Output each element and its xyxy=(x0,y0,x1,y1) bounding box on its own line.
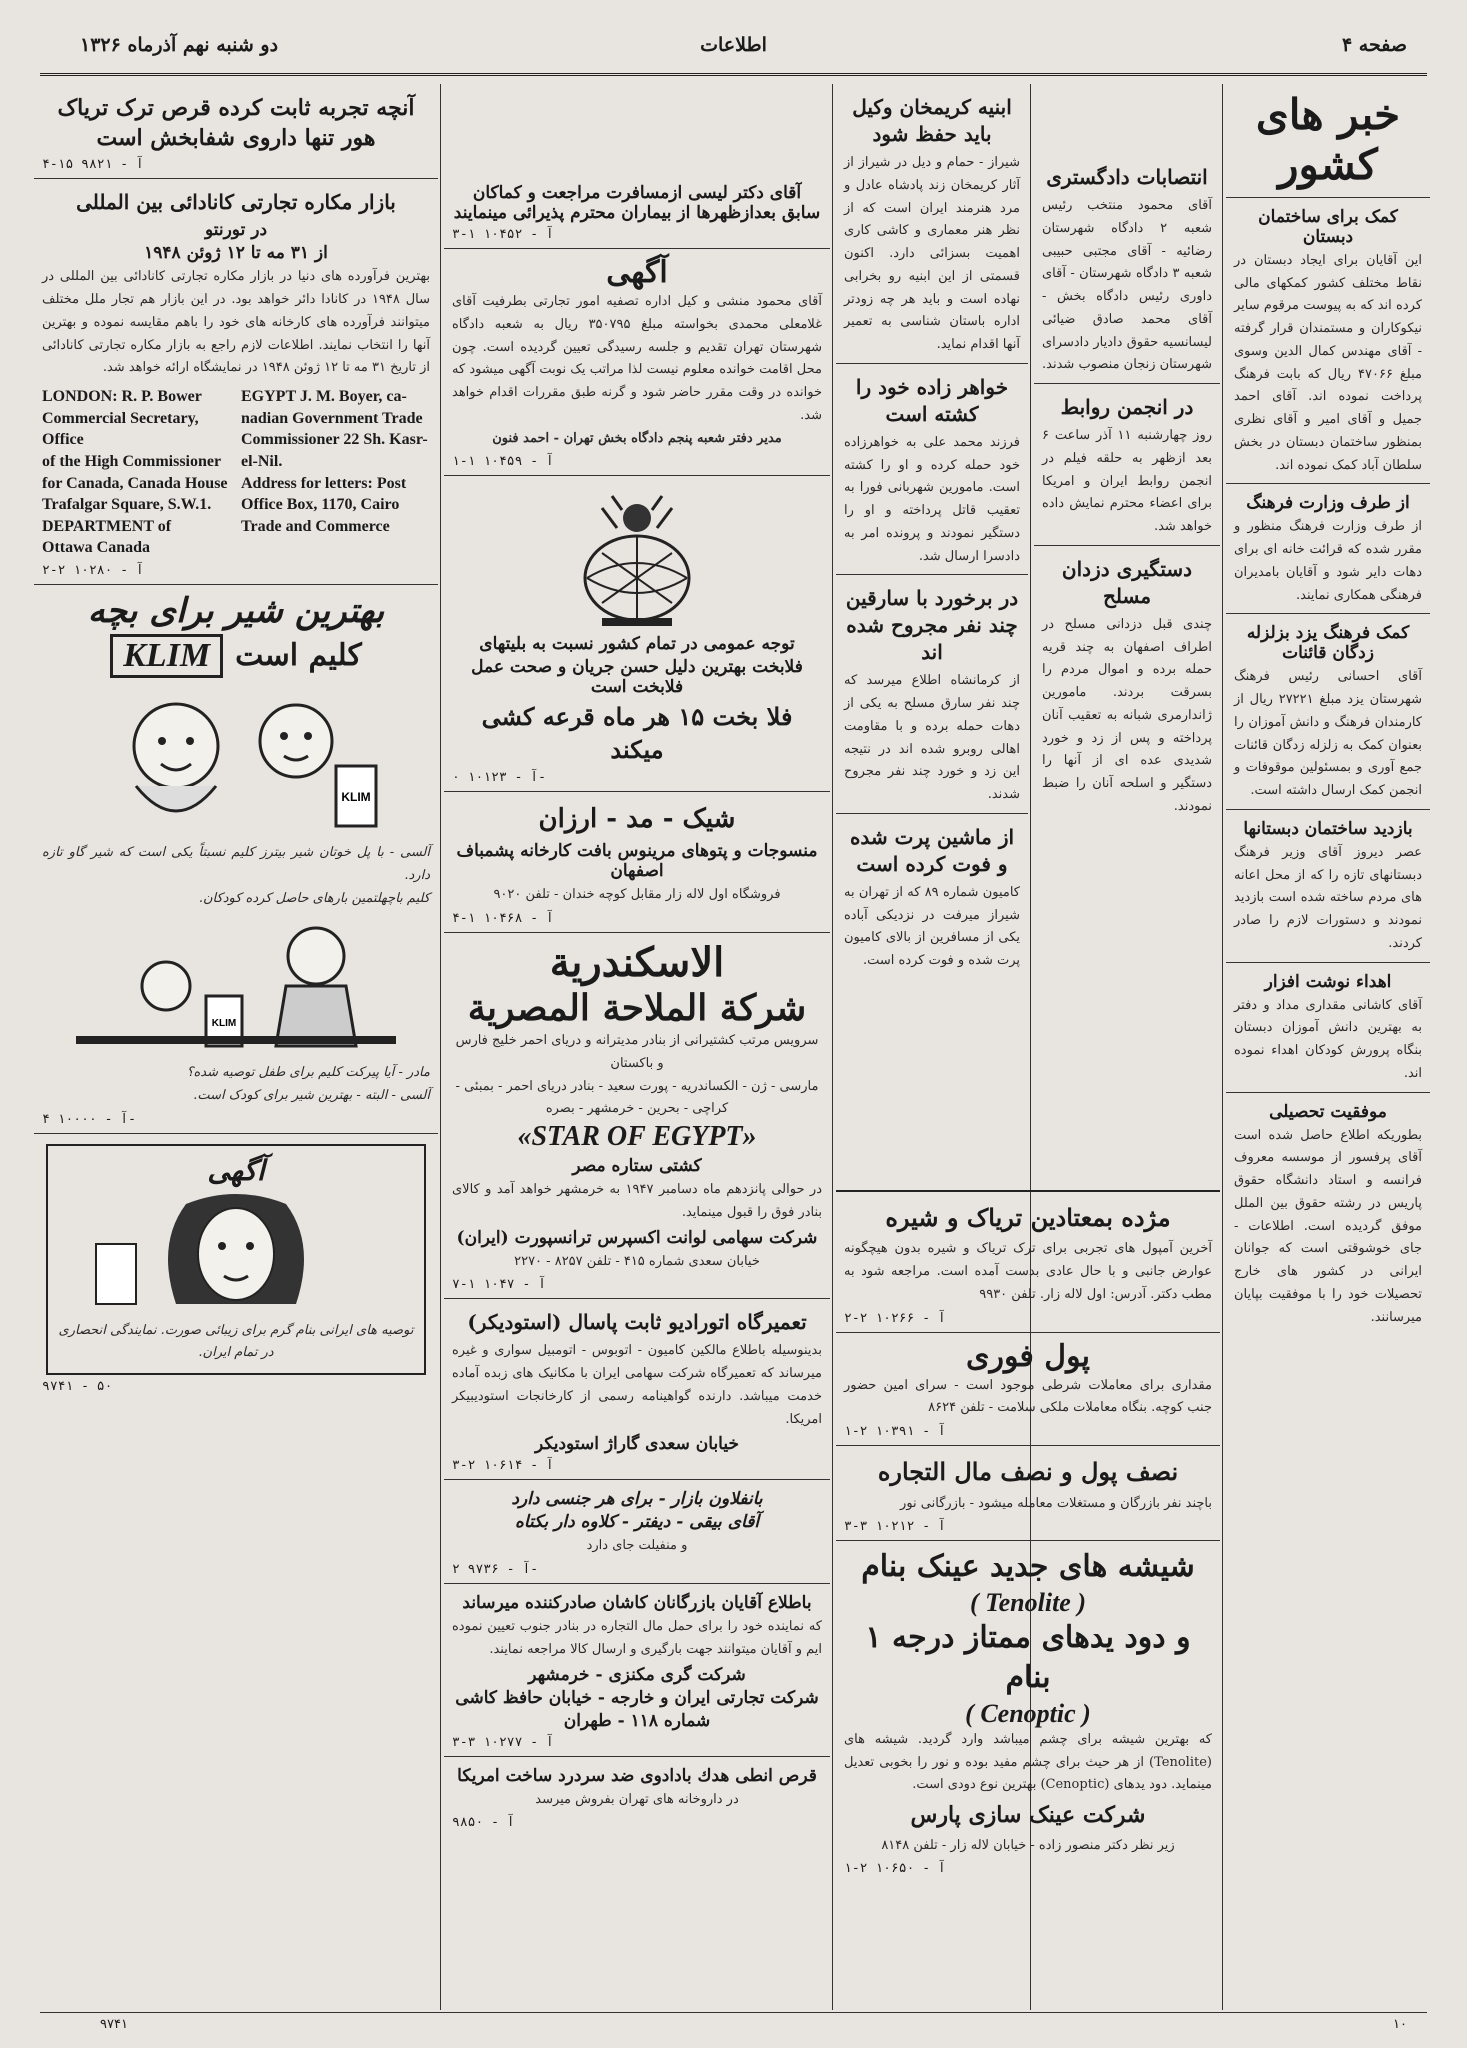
news-title: کمک برای ساختمان دبستان xyxy=(1258,206,1398,247)
column-rule xyxy=(1222,84,1223,2010)
notice-title: آگهی xyxy=(606,255,668,290)
address-line: Address for letters: Post xyxy=(241,474,407,492)
ad-code: آ - ۱۰۲۷۷ ۳-۳ xyxy=(452,1734,554,1750)
ad-sign: شرکت گری مکنزی - خرمشهر xyxy=(528,1664,746,1685)
news-item xyxy=(1034,154,1220,384)
ad-title: و دود یدهای ممتاز درجه ۱ بنام xyxy=(865,1619,1191,1696)
textile-ad xyxy=(444,792,830,933)
ad-sign: شماره ۱۱۸ - طهران xyxy=(563,1710,711,1731)
beauty-title: آگهی xyxy=(207,1153,265,1187)
beauty-ad xyxy=(34,1134,438,1400)
ad-title: تعمیرگاه اتوراديو ثابت پاسال (استودیکر) xyxy=(467,1310,807,1335)
news-item xyxy=(836,814,1028,979)
lottery-headline: فلا بخت ۱۵ هر ماه قرعه کشی میکند xyxy=(481,702,793,764)
mother-child-illustration-icon xyxy=(56,916,416,1056)
news-item xyxy=(1226,963,1430,1093)
ad-title: نصف پول و نصف مال التجاره xyxy=(877,1457,1179,1487)
ad-title: پول فوری xyxy=(966,1338,1090,1374)
news-item xyxy=(836,575,1028,814)
klim-dialog: آلسی - البته - بهترین شیر برای کودک است. xyxy=(193,1088,430,1104)
news-text: شیراز - حمام و دیل در شیراز از آثار کریمخان زند پادشاه عادل و مرد هنرمند ایران است که از نظر هنر معماری و کاشی کاری اهمیت بسزائی دارد. اکنون قسمتی از این ابنیه رو بخرابی نهاده است و باید هر چه زودتر اداره باستان شناسی به تعمیر آنها اقدام نماید. xyxy=(844,155,1020,352)
news-title: ابنیه کریمخان وکیل باید حفظ شود xyxy=(852,95,1012,146)
brand-tenolite: ( Tenolite ) xyxy=(969,1587,1087,1617)
column-3 xyxy=(836,84,1028,1184)
ad-code: آ - ۱۰۳۹۱ ۲-۱ xyxy=(844,1424,946,1440)
ad-code: آ - ۱۰۲۸۰ ۲-۲ xyxy=(42,562,144,578)
court-notice xyxy=(444,249,830,476)
footer-left: ۹۷۴۱ xyxy=(100,2017,128,2032)
ad-title: قرص انطی هدك بادادوی ضد سردرد ساخت امریکا xyxy=(457,1765,817,1786)
klim-headline: بهترین شیر برای بچه xyxy=(87,590,385,631)
news-text: آقای احسانی رئیس فرهنگ شهرستان یزد مبلغ ۲۷۲۲۱ ریال از کارمندان فرهنگ و دانش آموزان را بعنوان کمک به زلزله زدگان قائنات جمع آوری و بمسئولین موقوفات و انجمن کمک ارسال داشته است. xyxy=(1234,669,1422,799)
fair-title: بازار مکاره تجارتی کانادائی بین المللی xyxy=(76,190,396,215)
ad-sign: شرکت تجارتی ایران و خارجه - خیابان حافظ کاشی xyxy=(455,1687,819,1708)
page-header xyxy=(40,28,1427,76)
ad-text: و منفیلت جای دارد xyxy=(586,1538,688,1554)
egypt-address xyxy=(241,386,430,559)
notice-code: آ - ۱۰۴۵۹ ۱-۱ xyxy=(452,454,554,470)
agent-name: شرکت سهامی لوانت اکسپرس ترانسپورت (ایران) xyxy=(456,1227,818,1248)
news-title: انتصابات دادگستری xyxy=(1046,165,1208,189)
ad-text: که بهترین شیشه برای چشم میباشد وارد گردید. شیشه های (Tenolite) از هر حیث برای چشم مفید بوده و نور را بخوبی تعدیل مینماید. دود یدهای (Cenoptic) بهترین نوع دودی است. xyxy=(844,1731,1212,1793)
news-item xyxy=(1034,546,1220,825)
news-text: آقای محمود منتخب رئیس شعبه ۲ دادگاه شهرستان رضائیه - آقای مجتبی حبیبی شعبه ۳ دادگاه شهرستان - آقای داوری رئیس دادگاه بخش - آقای محمد صادق ضیائی لیسانسیه حقوق دادیار دادسرای شهرستان زنجان منصوب شدند. xyxy=(1042,198,1212,373)
ad-code: آ - ۱۰۴۵۲ ۱-۳ xyxy=(452,227,554,242)
news-text: بطوریکه اطلاع حاصل شده است آقای پرفسور از موسسه معروف فرانسه و استاد دانشگاه حقوق پاریس در رشته حقوق بین الملل موفق گردیده است. اطلاعات - جای خوشوقتی است که جوانان ایرانی در کشور های خارج تحصیلات خود را با موفقیت بپایان میرسانند. xyxy=(1234,1127,1422,1325)
klim-logo: KLIM xyxy=(110,634,223,678)
lower-ads-col23 xyxy=(836,1190,1220,2010)
address-line: DEPARTMENT of xyxy=(42,517,172,535)
doctor-ad xyxy=(444,174,830,249)
news-text: آقای کاشانی مقداری مداد و دفتر به بهترین دانش آموزان دبستان بنگاه پرورش کودکان اهداء نموده اند. xyxy=(1234,997,1422,1081)
ad-subtitle: منسوجات و پتوهای مرینوس بافت کارخانه پشمباف اصفهان xyxy=(456,841,818,882)
address-line: nadian Government Trade xyxy=(241,409,423,427)
news-title: دستگیری دزدان مسلح xyxy=(1061,556,1193,608)
news-item xyxy=(1226,484,1430,614)
news-text: از طرف وزارت فرهنگ منظور و مقرر شده که قرائت خانه ای برای دهات دایر شود و آقایان بامدیران فرهنگی همکاری نمایند. xyxy=(1234,519,1422,603)
glasses-ad xyxy=(836,1541,1220,1882)
pill-ad xyxy=(444,1757,830,1837)
address-line: of the High Commissioner xyxy=(42,452,222,470)
fair-text: بهترین فرآورده های دنیا در بازار مکاره تجارتی کانادائی بین المللی در سال ۱۹۴۸ در کانادا دائر خواهد بود. در این بازار هم تجار ملل مختلف میتوانند فرآورده های کارخانه های خود را باهم مقایسه نموده و بهترین آنها را انتخاب نمایند. اطلاعات لازم راجع به بازار مکاره تجارتی کانادائی از تاریخ ۳۱ مه تا ۱۲ ژوئن ۱۹۴۸ در نمایشگاه ارائه خواهد شد. xyxy=(42,269,430,376)
ad-title: مژده بمعتادین تریاک و شیره xyxy=(885,1203,1171,1232)
ad-title: باطلاع آقایان بازرگانان کاشان صادرکننده میرساند xyxy=(462,1593,812,1614)
london-address xyxy=(42,386,231,559)
lottery-ad xyxy=(444,476,830,792)
money-ad xyxy=(836,1333,1220,1447)
news-title: بازدید ساختمان دبستانها xyxy=(1243,818,1413,839)
paper-name: اطلاعات xyxy=(700,34,767,56)
news-item xyxy=(1226,810,1430,963)
ad-code: آ - ۱۰۶۱۴ ۲-۳ xyxy=(452,1458,554,1474)
ad-text: آخرین آمپول های تجربی برای ترک تریاک و شیره بدون هیچگونه عوارض جانبی و با حال عادی بدست آمده است. مراجعه شود به مطب دکتر. آدرس: اول لاله زار. تلفن ۹۹۳۰ xyxy=(844,1241,1212,1302)
address-line: Trafalgar Square, S.W.1. xyxy=(42,496,212,514)
ad-text: سرویس مرتب کشتیرانی از بنادر مدیترانه و دریای احمر خلیج فارس و باکستان xyxy=(455,1033,819,1071)
ad-subtitle: آقای بیقی - دیفتر - کلاوه دار بکتاه xyxy=(514,1512,760,1533)
ad-text: که نماینده خود را برای حمل مال التجاره در بنادر جنوب تعیین نموده ایم و آقایان میتوانند جهت بارگیری و ارسال کالا مراجعه نمایند. xyxy=(452,1619,822,1657)
ship-name-fa: کشتی ستاره مصر xyxy=(572,1156,702,1177)
notice-text: آقای محمود منشی و کیل اداره تصفیه امور تجارتی بطرفیت آقای غلامعلی محمدی بخواسته مبلغ ۳۵۰۷۹۵ ریال به شعبه دادگاه شهرستان تهران تقدیم و جلسه رسیدگی تعیین گردیده است. چون محل اقامت خوانده معلوم نیست لذا مراتب یک نوبت آگهی میشود که خوانده در وقت مقرر حاضر شود و گرنه طبق مقررات اقدام خواهد شد. xyxy=(452,294,822,423)
ad-code: آ - ۱۰۴۶۸ ۱-۴ xyxy=(452,910,554,926)
news-text: فرزند محمد علی به خواهرزاده خود حمله کرده و او را کشته است. مامورین شهربانی فورا به تعقیب قاتل پرداخته و او را دستگیر نمودند و پرونده امر به دادسرا ارسال شد. xyxy=(844,434,1020,564)
address-line: Office Box, 1170, Cairo xyxy=(241,496,400,514)
column-rule xyxy=(832,84,833,2010)
news-item xyxy=(1226,198,1430,485)
news-item xyxy=(1034,384,1220,546)
beauty-frame xyxy=(46,1144,426,1375)
ad-code: آ - ۹۷۳۶ ۲- xyxy=(452,1562,539,1578)
ad-code: ۹۷۴۱ - ۵۰ xyxy=(42,1379,113,1395)
ad-title: آقای دکتر لیسی ازمسافرت مراجعت و کماکان سابق بعدازظهرها از بیماران محترم پذیرائی مینمایند xyxy=(453,183,821,223)
lottery-line: فلابخت بهترین دلیل حسن جریان و صحت عمل فلابخت است xyxy=(471,657,803,698)
ad-text: در داروخانه های تهران بفروش میرسد xyxy=(535,1791,739,1807)
page-number: صفحه ۴ xyxy=(1341,34,1407,56)
klim-dialog: آلسی - با پل خوتان شیر بیترز کلیم نسبتاً یکی است که شیر گاو تازه دارد. xyxy=(42,845,430,883)
fair-addresses xyxy=(42,386,430,559)
address-line: for Canada, Canada House xyxy=(42,474,228,492)
news-text: این آقایان برای ایجاد دبستان در نقاط مختلف کشور کمکهای مالی کرده اند که به پیوست مرقوم سایر نیکوکاران و مستمندان قرار گرفته - آقای مهندس کمال الدین وسوی مبلغ ۴۷۰۶۶ ریال که بابت فرهنگ پرداخت نموده اند. آقای احمد جمیل و آقای امیر و آقای نظری بمنظور ساختمان دبستان در بخش سلطان آباد کمک نموده اند. xyxy=(1234,252,1422,473)
news-text: از کرمانشاه اطلاع میرسد که چند نفر سارق مسلح به یکی از دهات حمله برده و با مقاومت اهالی روبرو شده اند در نتیجه این زد و خورد چند نفر مجروح شدند. xyxy=(844,673,1020,802)
news-title: کمک فرهنگ یزد بزلزله زدگان قائنات xyxy=(1246,623,1410,664)
ad-text: در حوالی پانزدهم ماه دسامبر ۱۹۴۷ به خرمشهر خواهد آمد و کالای بنادر فوق را قبول مینماید. xyxy=(452,1182,822,1220)
svg-text:KLIM: KLIM xyxy=(211,1018,237,1030)
agent-address: خیابان سعدی شماره ۴۱۵ - تلفن ۸۲۵۷ - ۲۲۷۰ xyxy=(514,1253,760,1269)
news-text: روز چهارشنبه ۱۱ آذر ساعت ۶ بعد ازظهر به حلقه فیلم در انجمن روابط ایران و امریکا برای اعضاء محترم نمایش داده خواهد شد. xyxy=(1042,428,1212,534)
news-title: اهداء نوشت افزار xyxy=(1264,971,1392,992)
news-text: عصر دیروز آقای وزیر فرهنگ دبستانهای تازه را که از محل اعانه های مردم ساخته شده است بازدید نمودند و دستورات لازم را صادر کردند. xyxy=(1234,844,1422,951)
ad-title: شیشه های جدید عینک بنام xyxy=(861,1549,1195,1585)
ad-code: آ - ۱۰۶۵۰ ۲-۱ xyxy=(844,1861,946,1877)
ad-code: آ - ۱۰۲۱۲ ۳-۳ xyxy=(844,1519,946,1535)
bazar-ad xyxy=(444,1480,830,1584)
half-goods-ad xyxy=(836,1446,1220,1541)
addiction-ad xyxy=(836,1192,1220,1333)
baby-illustration-icon xyxy=(56,686,416,836)
brand-cenoptic: ( Cenoptic ) xyxy=(965,1698,1091,1728)
news-title: از طرف وزارت فرهنگ xyxy=(1246,493,1410,514)
woman-portrait-icon xyxy=(66,1194,406,1314)
section-header xyxy=(1226,84,1430,198)
column-5 xyxy=(34,84,438,2010)
ad-text: فروشگاه اول لاله زار مقابل کوچه خندان - تلفن ۹۰۲۰ xyxy=(493,887,781,903)
ad-text: بدینوسیله باطلاع مالکین کامیون - اتوبوس - اتومبیل سواری و غیره میرساند که تعمیرگاه شرکت سهامی ایران با مکانیک های زبده آماده خدمت میباشد. دارنده گواهینامه رسمی از کارخانجات استودیبیکر امریکا. xyxy=(452,1343,822,1427)
ad-code: آ - ۱۰۴۷ ۱-۷ xyxy=(452,1277,546,1293)
ad-title: شیک - مد - ارزان xyxy=(538,804,736,835)
news-title: در انجمن روابط xyxy=(1060,395,1194,419)
klim-ad xyxy=(34,585,438,1134)
news-title: خواهر زاده خود را کشته است xyxy=(855,374,1009,426)
news-item xyxy=(836,364,1028,576)
banner-title: آنچه تجربه ثابت کرده قرص ترک تریاک هور تنها داروی شفابخش است xyxy=(57,95,415,151)
column-2 xyxy=(1034,84,1220,1184)
ad-code: آ - ۹۸۵۰ xyxy=(452,1815,515,1831)
klim-dialog: مادر - آیا پیرکت کلیم برای طفل توصیه شده؟ xyxy=(186,1065,430,1081)
column-4 xyxy=(444,84,830,2010)
news-item xyxy=(1226,614,1430,810)
news-title: در برخورد با سارقین چند نفر مجروح شده اند xyxy=(845,586,1019,665)
ad-code: آ - ۱۰۲۶۶ ۲-۲ xyxy=(844,1310,946,1326)
address-line: Ottawa Canada xyxy=(42,539,151,557)
news-item xyxy=(1226,1093,1430,1336)
shop-address: زیر نظر دکتر منصور زاده - خیابان لاله زار - تلفن ۸۱۴۸ xyxy=(881,1837,1175,1853)
opium-banner xyxy=(34,84,438,179)
klim-logo-fa: کلیم است xyxy=(235,637,362,673)
news-text: چندی قبل دزدانی مسلح در اطراف اصفهان به چند قریه حمله برده و اموال مردم را بسرقت بردند. مامورین ژاندارمری شبانه به تعقیب آنان پرداخته و پس از زد و خورد شدیدی عده ای از آنها را دستگیر و اسلحه آنان را ضبط نمودند. xyxy=(1042,616,1212,814)
notice-sign: مدیر دفتر شعبه پنجم دادگاه بخش تهران - احمد فنون xyxy=(492,430,782,446)
ad-title: بانفلاون بازار - برای هر جنسی دارد xyxy=(511,1489,763,1510)
ad-address: خیابان سعدی گاراژ استودیکر xyxy=(534,1434,739,1455)
news-title: موفقیت تحصیلی xyxy=(1269,1101,1387,1122)
column-1 xyxy=(1226,84,1430,2010)
ad-text: مارسی - ژن - الکساندریه - پورت سعید - بنادر دریای احمر - بمبئی - کراچی - بحرین - خرمشهر - بصره xyxy=(455,1078,819,1117)
lottery-line: توجه عمومی در تمام کشور نسبت به بلیتهای xyxy=(479,634,795,655)
news-item xyxy=(836,84,1028,364)
arabic-title: الاسكندرية xyxy=(549,938,725,986)
ad-code: آ - ۱۰۰۰۰ ۴- xyxy=(42,1111,136,1127)
klim-dialog: کلیم باچهلتمین بارهای حاصل کرده کودکان. xyxy=(198,890,430,906)
shop-name: شرکت عینک سازی پارس xyxy=(910,1802,1146,1829)
ship-name: «STAR OF EGYPT» xyxy=(517,1121,757,1153)
page-footer xyxy=(40,2012,1427,2036)
ad-code: آ - ۱۰۱۲۳ ۰- xyxy=(452,770,546,786)
issue-date: دو شنبه نهم آذرماه ۱۳۲۶ xyxy=(80,34,279,56)
address-line: Commercial Secretary, Office xyxy=(42,409,199,449)
shipping-ad xyxy=(444,933,830,1299)
ad-code: آ - ۹۸۲۱ ۱۵-۴ xyxy=(42,157,144,173)
news-title: از ماشین پرت شده و فوت کرده است xyxy=(849,824,1015,876)
section-title: خبر های کشور xyxy=(1255,90,1401,190)
repair-ad xyxy=(444,1299,830,1480)
ad-text: مقداری برای معاملات شرطی موجود است - سرای امین حضور جنب کوچه. بنگاه معاملات ملکی سلامت - تلفن ۸۶۲۴ xyxy=(844,1377,1212,1416)
fair-city: در تورنتو xyxy=(204,220,268,241)
canada-fair-ad xyxy=(34,179,438,585)
address-line: EGYPT J. M. Boyer, ca- xyxy=(241,388,407,406)
beauty-text: توصیه های ایرانی بنام گرم برای زیبائی صورت. نمایندگی انحصاری در تمام ایران. xyxy=(58,1322,414,1361)
fair-dates: از ۳۱ مه تا ۱۲ ژوئن ۱۹۴۸ xyxy=(144,243,328,264)
arabic-title: شركة الملاحة المصرية xyxy=(467,986,807,1029)
ad-text: باچند نفر بازرگان و مستغلات معامله میشود - بازرگانی نور xyxy=(900,1495,1212,1511)
svg-text:KLIM: KLIM xyxy=(341,790,371,805)
kashan-ad xyxy=(444,1584,830,1757)
address-line: Trade and Commerce xyxy=(241,517,390,535)
address-line: Commissioner 22 Sh. Kasr- xyxy=(241,431,428,449)
column-rule xyxy=(440,84,441,2010)
klim-brand-row xyxy=(42,632,430,681)
address-line: LONDON: R. P. Bower xyxy=(42,388,202,406)
address-line: el-Nil. xyxy=(241,452,283,470)
lottery-globe-icon xyxy=(562,488,712,628)
news-text: کامیون شماره ۸۹ که از تهران به شیراز میرفت در نزدیکی آباده یکی از مسافرین از بالای کامیون پرت شده و فوت کرده است. xyxy=(844,884,1020,968)
footer-right: ۱۰ xyxy=(1393,2017,1407,2032)
